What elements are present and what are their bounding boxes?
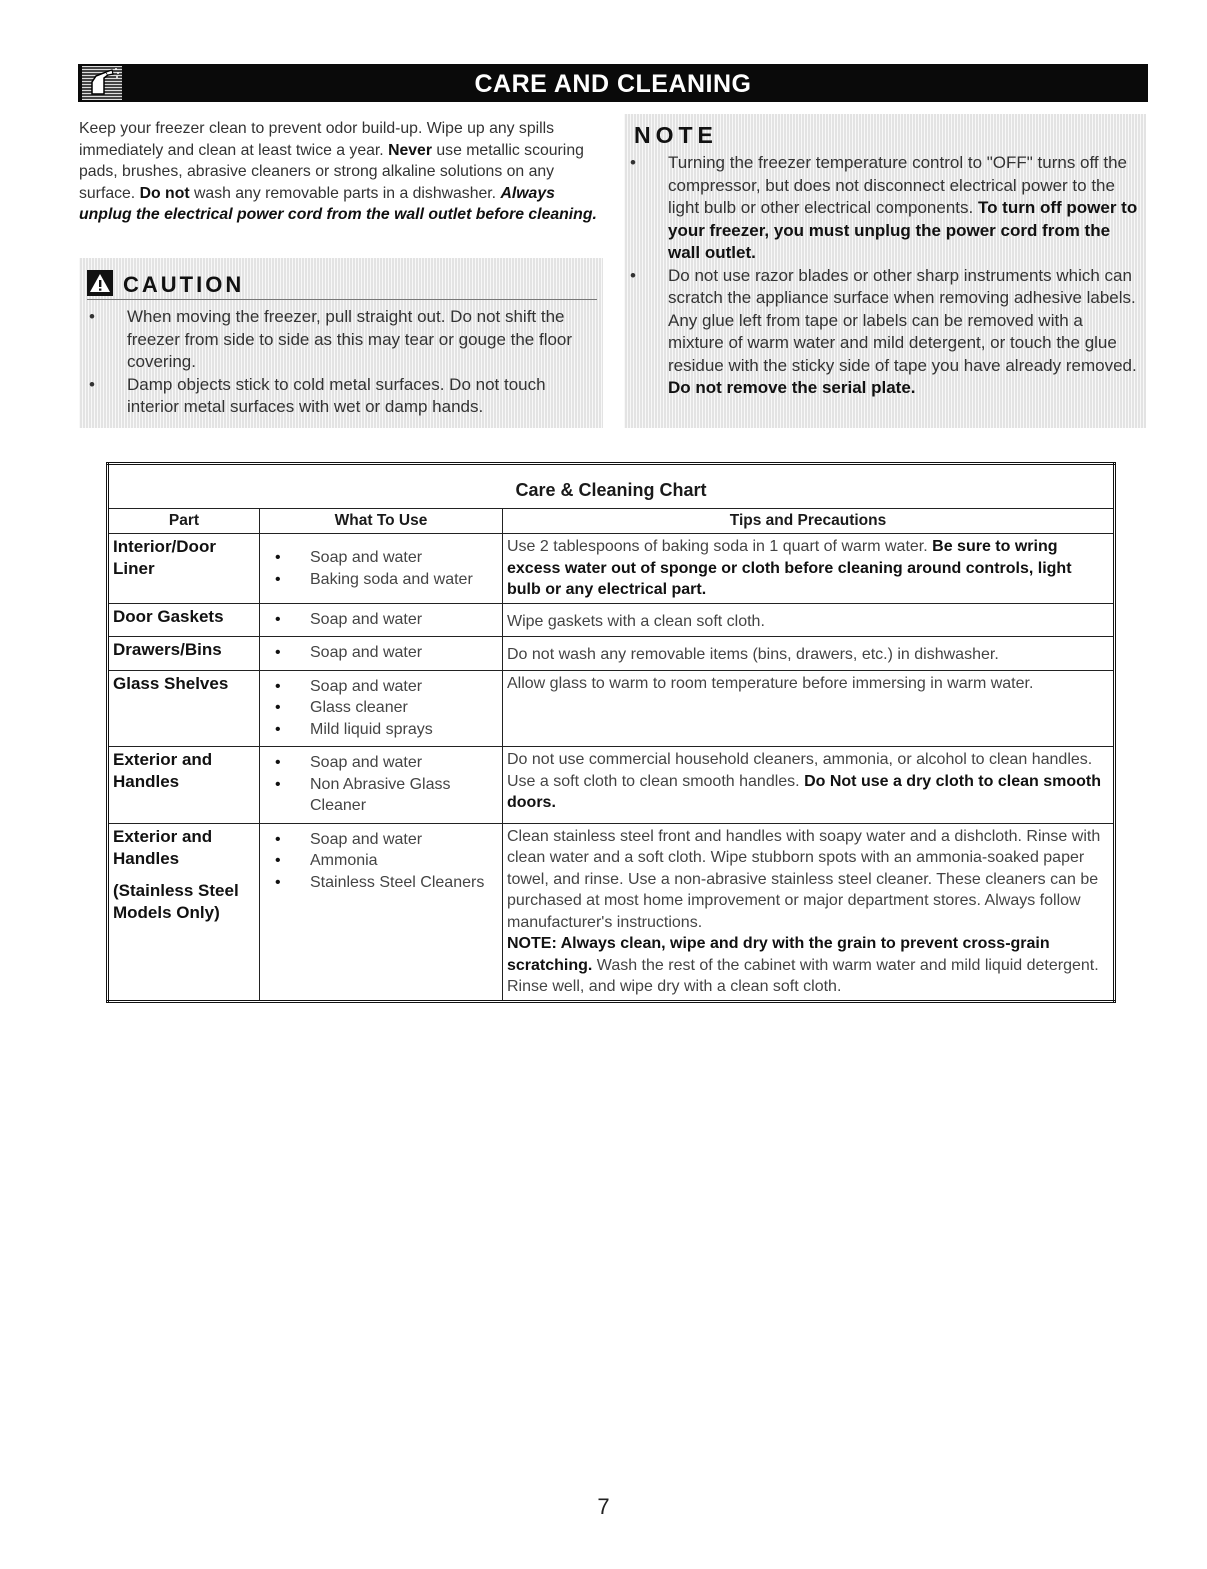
table-row [108,534,1115,604]
use-item: • Glass cleaner [272,697,498,719]
caution-item: • When moving the freezer, pull straight out. Do not shift the freezer from side to side as this may tear or gouge the floor covering. [89,307,573,371]
part-cell: Drawers/Bins [108,637,260,671]
tips-cell: Use 2 tablespoons of baking soda in 1 quart of warm water. Be sure to wring excess water out of sponge or cloth before cleaning around controls, light bulb or any electrical part. [503,534,1115,604]
column-header: Part [108,509,260,534]
tips-cell: Wipe gaskets with a clean soft cloth. [503,603,1115,637]
use-item: • Mild liquid sprays [272,719,498,741]
section-title: CARE AND CLEANING [474,70,752,98]
table-row [108,823,1115,1001]
page-number: 7 [597,1494,610,1519]
table-row [108,637,1115,671]
use-item: • Soap and water [272,609,498,631]
caution-heading: CAUTION [123,272,245,297]
intro-paragraph: Keep your freezer clean to prevent odor build-up. Wipe up any spills immediately and clean at least twice a year. Never use metallic scouring pads, brushes, abrasive cleaners or strong alkaline solutions on any surface. Do not wash any removable parts in a dishwasher. Always unplug the electrical power cord from the wall outlet before cleaning. [79,120,597,223]
part-cell: Exterior and Handles (Stainless Steel Models Only) [108,823,260,1001]
chart-title: Care & Cleaning Chart [108,464,1115,509]
table-row [108,603,1115,637]
tips-cell: Do not use commercial household cleaners, ammonia, or alcohol to clean handles. Use a soft cloth to clean smooth handles. Do Not use a dry cloth to clean smooth doors. [503,747,1115,824]
part-cell: Exterior and Handles [108,747,260,824]
use-item: • Soap and water [272,829,498,851]
table-row [108,670,1115,747]
tips-cell: Do not wash any removable items (bins, drawers, etc.) in dishwasher. [503,637,1115,671]
part-cell: Door Gaskets [108,603,260,637]
part-cell: Glass Shelves [108,670,260,747]
table-row [108,747,1115,824]
section-header [78,64,1148,102]
use-item: • Soap and water [272,642,498,664]
note-box [624,114,1146,428]
use-item: • Non Abrasive Glass Cleaner [272,774,498,817]
use-item: • Stainless Steel Cleaners [272,872,498,894]
tips-cell: Allow glass to warm to room temperature before immersing in warm water. [503,670,1115,747]
note-heading: NOTE [634,122,718,148]
use-item: • Soap and water [272,752,498,774]
care-cleaning-chart [106,462,1116,1003]
note-item: • Do not use razor blades or other sharp instruments which can scratch the appliance surface when removing adhesive labels. Any glue left from tape or labels can be removed with a mixture of warm water and mild detergent, or touch the glue residue with the sticky side of tape you have already removed. Do not remove the serial plate. [630,265,1137,397]
column-header: What To Use [260,509,503,534]
tips-cell: Clean stainless steel front and handles with soapy water and a dishcloth. Rinse with clean water and a soft cloth. Wipe stubborn spots with an ammonia-soaked paper towel, and rinse. Use a non-abrasive stainless steel cleaner. These cleaners can be purchased at most home improvement or major department stores. Always follow manufacturer's instructions. NOTE: Always clean, wipe and dry with the grain to prevent cross-grain scratching. Wash the rest of the cabinet with warm water and mild liquid detergent. Rinse well, and wipe dry with a clean soft cloth. [503,823,1115,1001]
use-item: • Soap and water [272,547,498,569]
divider [87,299,597,300]
caution-item: • Damp objects stick to cold metal surfaces. Do not touch interior metal surfaces with wet or damp hands. [89,374,546,416]
part-cell: Interior/Door Liner [108,534,260,604]
note-item: • Turning the freezer temperature control to "OFF" turns off the compressor, but does not disconnect electrical power to the light bulb or other electrical components. To turn off power to your freezer, you must unplug the power cord from the wall outlet. [630,153,1138,262]
use-item: • Soap and water [272,676,498,698]
warning-icon [87,270,113,296]
column-header: Tips and Precautions [503,509,1115,534]
caution-box [79,258,603,428]
use-item: • Baking soda and water [272,569,498,591]
use-item: • Ammonia [272,850,498,872]
